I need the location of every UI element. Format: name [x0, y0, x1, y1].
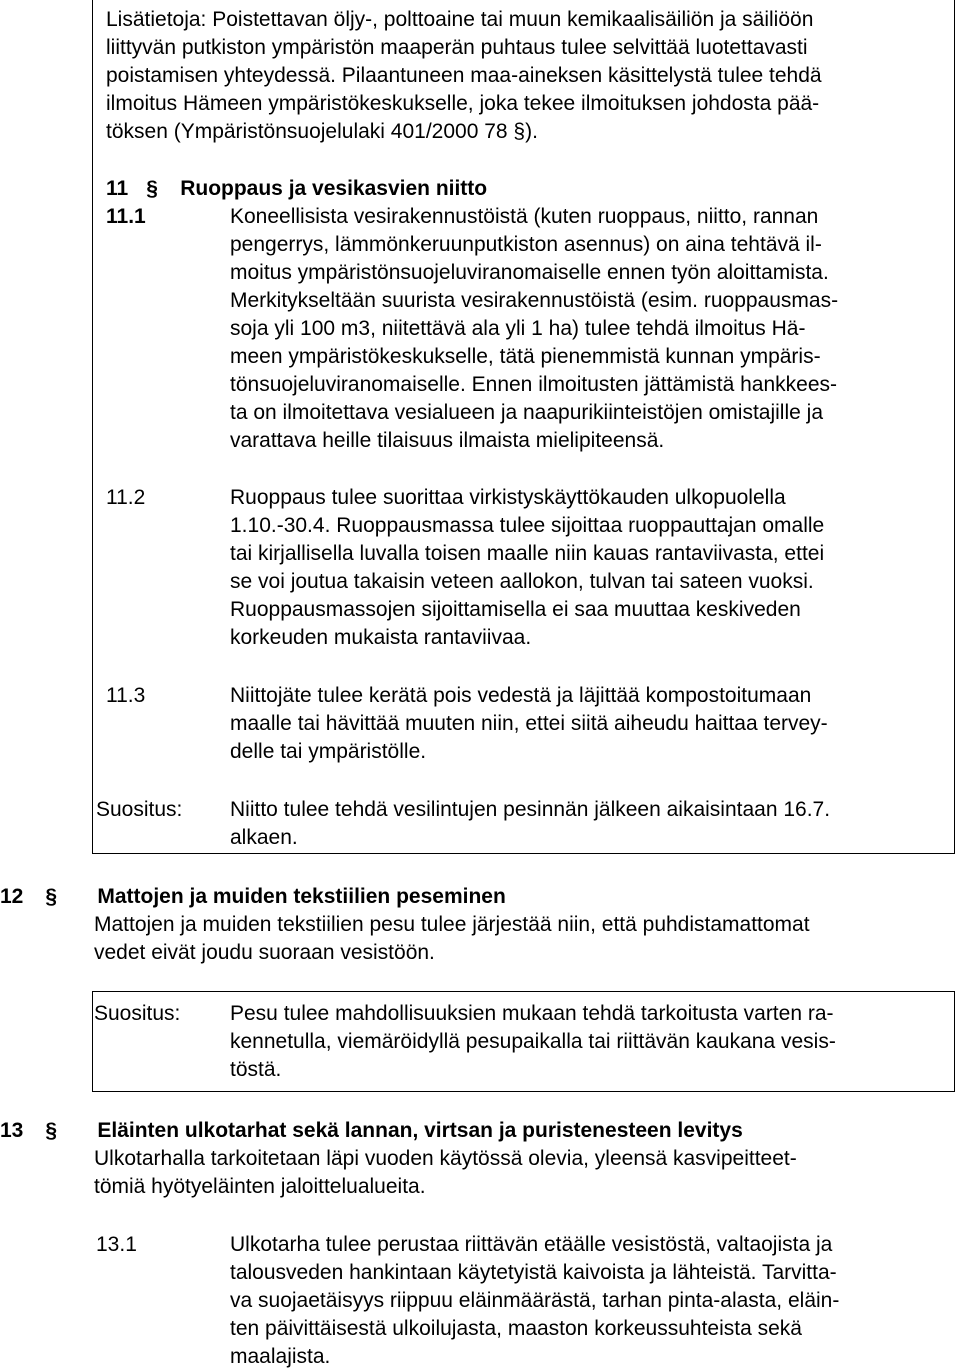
intro-line: töksen (Ympäristönsuojelulaki 401/2000 78 §).: [106, 120, 538, 143]
paragraph-line: tai kirjallisella luvalla toisen maalle niin kauas rantaviivasta, ettei: [230, 542, 825, 565]
paragraph-line: 1.10.-30.4. Ruoppausmassa tulee sijoittaa ruoppauttajan omalle: [230, 514, 825, 537]
paragraph-number: 11.1: [106, 205, 146, 228]
section-title: Mattojen ja muiden tekstiilien peseminen: [97, 885, 506, 908]
section-number: 12: [0, 885, 24, 908]
section-body-line: Ulkotarhalla tarkoitetaan läpi vuoden käytössä olevia, yleensä kasvipeitteet-: [94, 1147, 797, 1170]
section-body-line: vedet eivät joudu suoraan vesistöön.: [94, 941, 435, 964]
recommendation-line: Pesu tulee mahdollisuuksien mukaan tehdä tarkoitusta varten ra-: [230, 1002, 834, 1025]
recommendation-line: Niitto tulee tehdä vesilintujen pesinnän jälkeen aikaisintaan 16.7.: [230, 798, 831, 821]
section-body-line: Mattojen ja muiden tekstiilien pesu tulee järjestää niin, että puhdistamattomat: [94, 913, 810, 936]
recommendation-line: alkaen.: [230, 826, 298, 849]
section-symbol: §: [45, 1119, 58, 1142]
paragraph-line: Ruoppausmassojen sijoittamisella ei saa muuttaa keskiveden: [230, 598, 801, 621]
paragraph-line: varattava heille tilaisuus ilmaista mielipiteensä.: [230, 429, 665, 452]
paragraph-line: Ruoppaus tulee suorittaa virkistyskäyttökauden ulkopuolella: [230, 486, 786, 509]
intro-line: liittyvän putkiston ympäristön maaperän puhtaus tulee selvittää luotettavasti: [106, 36, 808, 59]
section-title: Ruoppaus ja vesikasvien niitto: [180, 177, 488, 200]
paragraph-line: ten päivittäisestä ulkoilujasta, maaston korkeussuhteista sekä: [230, 1317, 802, 1340]
paragraph-line: maalajista.: [230, 1345, 331, 1368]
intro-line: ilmoitus Hämeen ympäristökeskukselle, joka tekee ilmoituksen johdosta pää-: [106, 92, 820, 115]
paragraph-number: 13.1: [96, 1233, 137, 1256]
paragraph-line: pengerrys, lämmönkeruunputkiston asennus) on aina tehtävä il-: [230, 233, 822, 256]
paragraph-line: delle tai ympäristölle.: [230, 740, 427, 763]
paragraph-line: Niittojäte tulee kerätä pois vedestä ja läjittää kompostoitumaan: [230, 684, 812, 707]
paragraph-line: talousveden hankintaan käytetyistä kaivoista ja lähteistä. Tarvitta-: [230, 1261, 837, 1284]
section-symbol: §: [45, 885, 58, 908]
section-number: 11: [106, 177, 129, 200]
section-12-heading: [0, 883, 506, 912]
paragraph-line: soja yli 100 m3, niitettävä ala yli 1 ha) tulee tehdä ilmoitus Hä-: [230, 317, 806, 340]
paragraph-line: moitus ympäristönsuojeluviranomaiselle ennen työn aloittamista.: [230, 261, 829, 284]
paragraph-line: se voi joutua takaisin veteen aallokon, tulvan tai sateen vuoksi.: [230, 570, 814, 593]
paragraph-line: ta on ilmoitettava vesialueen ja naapurikiinteistöjen omistajille ja: [230, 401, 823, 424]
paragraph-line: tönsuojeluviranomaiselle. Ennen ilmoitusten jättämistä hankkees-: [230, 373, 837, 396]
section-11-heading: [106, 175, 487, 204]
paragraph-line: va suojaetäisyys riippuu eläinmäärästä, tarhan pinta-alasta, eläin-: [230, 1289, 840, 1312]
recommendation-label: Suositus:: [96, 798, 183, 821]
paragraph-line: Merkitykseltään suurista vesirakennustöistä (esim. ruoppausmas-: [230, 289, 839, 312]
recommendation-label: Suositus:: [94, 1002, 181, 1025]
recommendation-line: töstä.: [230, 1058, 282, 1081]
paragraph-number: 11.2: [106, 486, 146, 509]
intro-line: Lisätietoja: Poistettavan öljy-, polttoaine tai muun kemikaalisäiliön ja säiliöön: [106, 8, 814, 31]
paragraph-line: Koneellisista vesirakennustöistä (kuten ruoppaus, niitto, rannan: [230, 205, 819, 228]
paragraph-line: maalle tai hävittää muuten niin, ettei siitä aiheudu haittaa tervey-: [230, 712, 828, 735]
paragraph-line: Ulkotarha tulee perustaa riittävän etäälle vesistöstä, valtaojista ja: [230, 1233, 833, 1256]
section-13-heading: [0, 1117, 743, 1146]
section-number: 13: [0, 1119, 24, 1142]
paragraph-line: meen ympäristökeskukselle, tätä pienemmistä kunnan ympäris-: [230, 345, 821, 368]
section-symbol: §: [146, 177, 158, 200]
intro-line: poistamisen yhteydessä. Pilaantuneen maa-aineksen käsittelystä tulee tehdä: [106, 64, 822, 87]
paragraph-line: korkeuden mukaista rantaviivaa.: [230, 626, 532, 649]
section-body-line: tömiä hyötyeläinten jaloittelualueita.: [94, 1175, 426, 1198]
section-title: Eläinten ulkotarhat sekä lannan, virtsan ja puristenesteen levitys: [97, 1119, 743, 1142]
recommendation-line: kennetulla, viemäröidyllä pesupaikalla tai riittävän kaukana vesis-: [230, 1030, 836, 1053]
paragraph-number: 11.3: [106, 684, 146, 707]
